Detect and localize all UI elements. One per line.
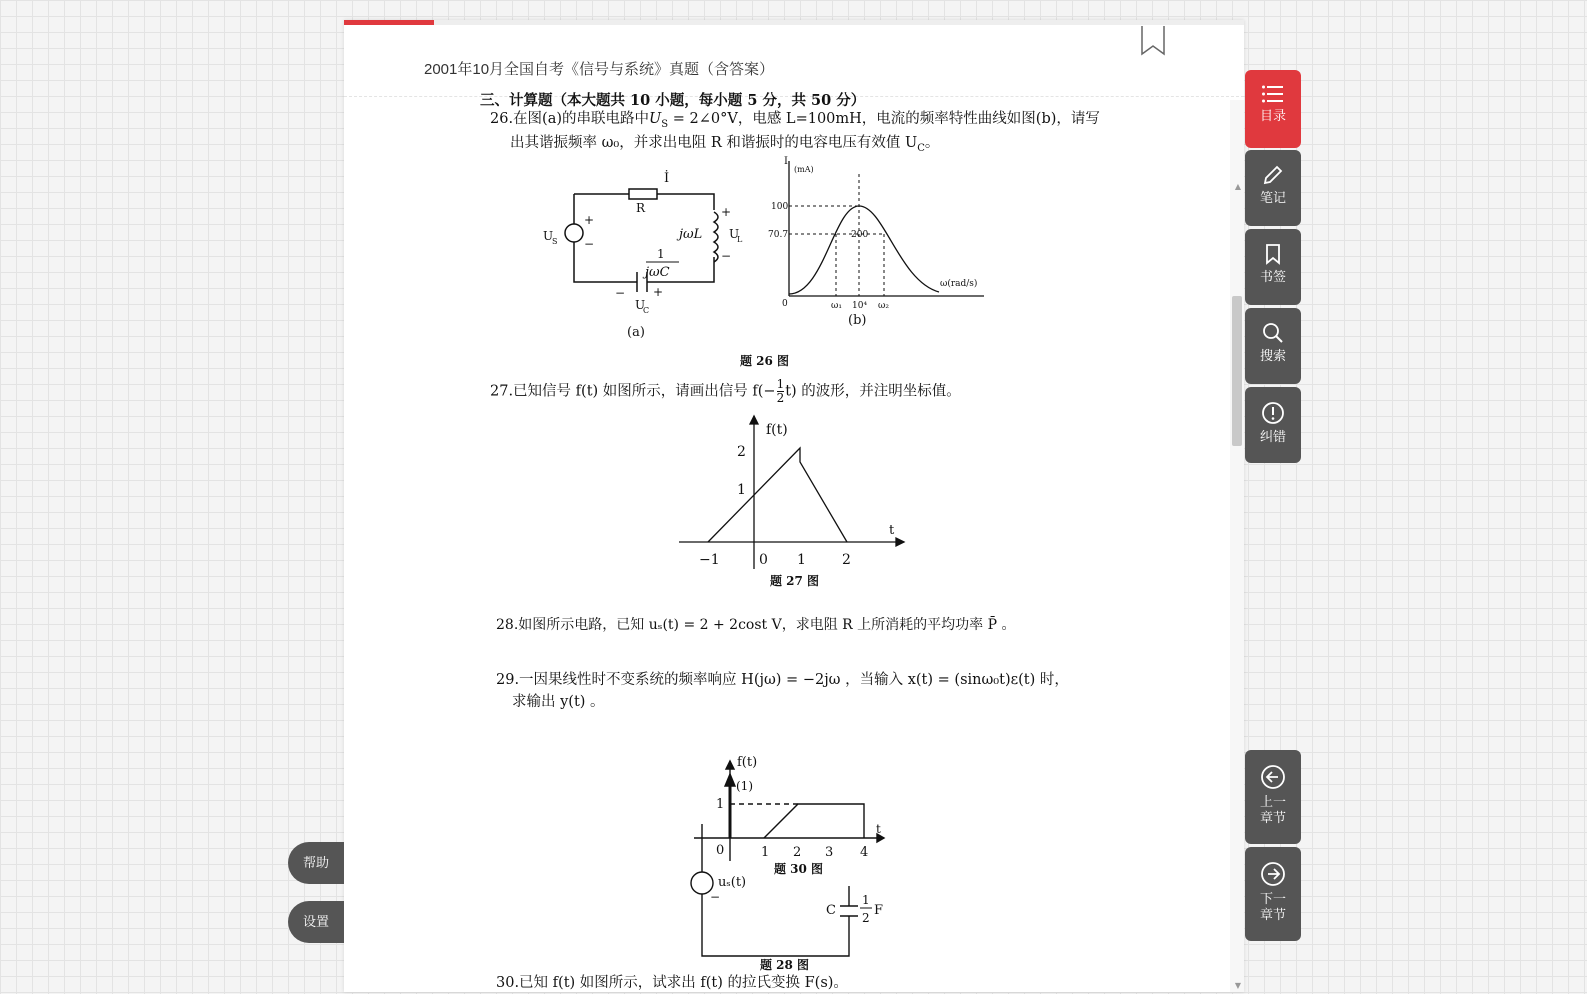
pencil-icon [1262, 164, 1284, 186]
document-page [344, 92, 1230, 992]
inductor-label: jωL [679, 227, 703, 242]
search-button[interactable] [1245, 308, 1301, 384]
x-tick-2: 2 [842, 552, 851, 568]
next-label-2: 章节 [1259, 907, 1286, 922]
fig28-source-label: uₛ(t) [718, 875, 747, 890]
next-chapter-button[interactable] [1245, 847, 1301, 941]
scroll-up-arrow-icon[interactable]: ▲ [1234, 182, 1241, 191]
fig28-minus: − [710, 890, 721, 904]
question-28: 28.如图所示电路，已知 uₛ(t) = 2 + 2cost V，求电阻 R 上所消耗的平均功率 P̄ 。 [496, 617, 1016, 633]
capacitor-voltage-label: U [635, 298, 646, 312]
question-26-line1: 26.在图(a)的串联电路中$U_S$ = 2∠0°V，电感 L=100mH，电流的频率特性曲线如图(b)，请写 [490, 111, 1100, 130]
notes-label: 笔记 [1259, 190, 1286, 205]
fig30-y-label: f(t) [737, 755, 758, 770]
fig28-cap-den: 2 [862, 911, 870, 925]
capacitor-voltage-sub: C [643, 306, 650, 315]
x-tick-w0: 10⁴ [852, 301, 868, 311]
fig30-x-tick-3: 3 [825, 845, 834, 860]
settings-button[interactable]: 设置 [288, 901, 344, 943]
impulse-weight: (1) [736, 779, 753, 793]
x-tick-1: 1 [797, 552, 806, 568]
reader-panel [344, 20, 1244, 992]
report-error-button[interactable] [1245, 387, 1301, 463]
list-icon [1262, 84, 1284, 104]
figure-30-and-28 [674, 746, 924, 976]
question-29-line1: 29.一因果线性时不变系统的频率响应 H(jω) = −2jω ，当输入 x(t) = (sinω₀t)ε(t) 时， [496, 672, 1069, 688]
source-sub: S [552, 237, 558, 246]
fig30-x-tick-4: 4 [860, 845, 869, 860]
bookmark-button[interactable] [1245, 229, 1301, 305]
x-tick-w1: ω₁ [831, 301, 842, 311]
figure-28-caption: 题 28 图 [760, 958, 810, 972]
document-title: 2001年10月全国自考《信号与系统》真题（含答案） [424, 61, 775, 78]
figure-26b-curve [764, 156, 994, 356]
fig28-capacitor-label: C [826, 903, 836, 918]
source-label: U [543, 229, 554, 243]
bookmark-label: 书签 [1259, 269, 1286, 284]
arrow-left-circle-icon [1260, 764, 1286, 790]
scrollbar[interactable] [1230, 100, 1244, 992]
alert-circle-icon [1261, 401, 1285, 425]
cap-numerator: 1 [657, 247, 665, 261]
resistor-label: R [636, 201, 646, 215]
minus-sign: − [584, 237, 595, 251]
minus-sign: − [721, 249, 732, 263]
prev-label-2: 章节 [1259, 810, 1286, 825]
inductor-voltage-label: U [729, 227, 740, 241]
y-tick-70-7: 70.7 [768, 230, 789, 240]
x-tick-0: 0 [759, 552, 768, 568]
scrollbar-thumb[interactable] [1232, 296, 1242, 446]
fig30-x-tick-0: 0 [716, 843, 725, 858]
plus-sign: + [584, 213, 595, 227]
bandwidth-label: 200 [851, 230, 869, 240]
figure-26-caption: 题 26 图 [740, 354, 790, 368]
help-button[interactable]: 帮助 [288, 842, 344, 884]
search-icon [1262, 322, 1284, 344]
x-tick-minus-1: −1 [699, 552, 720, 568]
search-label: 搜索 [1259, 348, 1286, 363]
fig30-x-tick-2: 2 [793, 845, 802, 860]
figure-b-label: (b) [848, 313, 867, 328]
question-30: 30.已知 f(t) 如图所示，试求出 f(t) 的拉氏变换 F(s)。 [496, 975, 848, 991]
y-axis-label: I [784, 156, 788, 167]
y-axis-label: f(t) [766, 422, 788, 438]
bookmark-icon [1264, 243, 1282, 265]
fig30-x-tick-1: 1 [761, 845, 770, 860]
figure-26a-circuit [539, 171, 743, 352]
fig28-cap-num: 1 [862, 893, 870, 907]
y-tick-100: 100 [771, 202, 789, 212]
x-axis-label: t [889, 523, 895, 538]
section-header: 三、计算题（本大题共 10 小题，每小题 5 分，共 50 分） [480, 92, 866, 109]
next-label-1: 下一 [1259, 891, 1286, 906]
fig28-farad: F [874, 903, 884, 918]
fig30-x-label: t [876, 822, 881, 836]
figure-30-caption: 题 30 图 [774, 862, 824, 876]
scroll-down-arrow-icon[interactable]: ▼ [1234, 981, 1241, 990]
progress-bar [344, 20, 1244, 25]
toc-button[interactable] [1245, 70, 1301, 148]
notes-button[interactable] [1245, 150, 1301, 226]
prev-label-1: 上一 [1259, 794, 1286, 809]
figure-a-label: (a) [627, 325, 645, 340]
figure-27-caption: 题 27 图 [770, 574, 820, 588]
figure-27-graph [674, 414, 914, 594]
prev-chapter-button[interactable] [1245, 750, 1301, 844]
y-tick-2: 2 [737, 444, 746, 460]
progress-fill [344, 20, 434, 25]
inductor-voltage-sub: L [737, 235, 743, 244]
question-27: 27.已知信号 f(t) 如图所示，请画出信号 f(− $\frac{1}{2}$ t) 的波形，并注明坐标值。 [490, 377, 961, 405]
x-origin: 0 [782, 299, 788, 309]
question-29-line2: 求输出 y(t) 。 [512, 694, 605, 710]
y-tick-1: 1 [737, 482, 746, 498]
minus-sign: − [615, 286, 626, 300]
plus-sign: + [653, 285, 664, 299]
toc-label: 目录 [1259, 108, 1286, 123]
bookmark-flag-icon[interactable] [1140, 26, 1166, 56]
question-26-line2: 出其谐振频率 ω₀，并求出电阻 R 和谐振时的电容电压有效值 $U_C$。 [510, 135, 940, 154]
y-axis-unit: (mA) [794, 165, 814, 174]
report-label: 纠错 [1259, 429, 1286, 444]
fig30-y-tick-1: 1 [716, 797, 725, 812]
x-tick-w2: ω₂ [878, 301, 889, 311]
x-axis-label: ω(rad/s) [940, 279, 978, 289]
plus-sign: + [721, 205, 732, 219]
arrow-right-circle-icon [1260, 861, 1286, 887]
current-label: İ [664, 171, 670, 186]
cap-denominator: jωC [645, 265, 670, 280]
